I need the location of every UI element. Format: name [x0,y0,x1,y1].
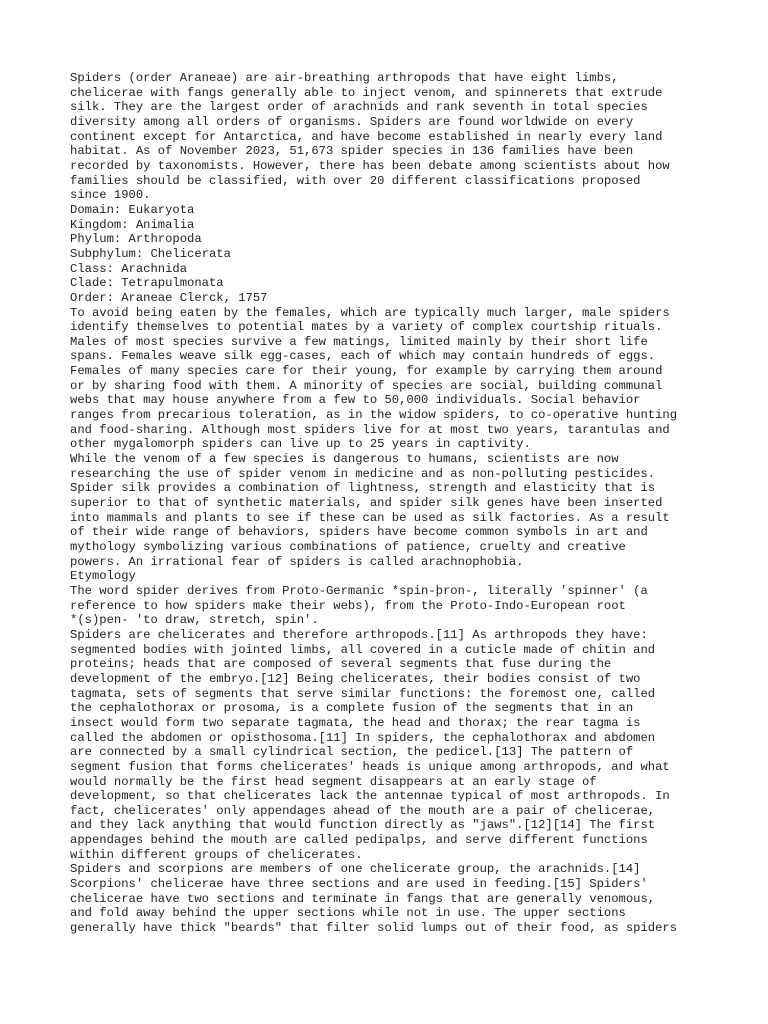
etymology-paragraph: The word spider derives from Proto-Germanic *spin-þron-, literally 'spinner' (a reference to how spiders make their webs), from the Proto-Indo-European root *(s)pen- 'to draw, stretch, spin'. [70,583,648,628]
taxonomy-phylum: Phylum: Arthropoda [70,232,202,247]
etymology-heading: Etymology [70,569,136,584]
behavior-paragraph: To avoid being eaten by the females, which are typically much larger, male spiders identify themselves to potential mates by a variety of complex courtship rituals. Males of most species survive a few matings, limited mainly by their short life spans. Females weave silk egg-cases, each of which may contain hundreds of eggs. Females of many species care for their young, for example by carrying them around or by sharing food with them. A minority of species are social, building communal webs that may house anywhere from a few to 50,000 individuals. Social behavior ranges from precarious toleration, as in the widow spiders, to co-operative hunting and food-sharing. Although most spiders live for at most two years, tarantulas and other mygalomorph spiders can live up to 25 years in captivity. [70,305,678,452]
taxonomy-domain: Domain: Eukaryota [70,202,195,217]
taxonomy-kingdom: Kingdom: Animalia [70,217,195,232]
anatomy-paragraph: Spiders are chelicerates and therefore arthropods.[11] As arthropods they have: segmented bodies with jointed limbs, all covered in a cuticle made of chitin and proteins; heads that are composed of several segments that fuse during the development of the embryo.[12] Being chelicerates, their bodies consist of two tagmata, sets of segments that serve similar functions: the foremost one, called the cephalothorax or prosoma, is a complete fusion of the segments that in an insect would form two separate tagmata, the head and thorax; the rear tagma is called the abdomen or opisthosoma.[11] In spiders, the cephalothorax and abdomen are connected by a small cylindrical section, the pedicel.[13] The pattern of segment fusion that forms chelicerates' heads is unique among arthropods, and what would normally be the first head segment disappears at an early stage of development, so that chelicerates lack the antennae typical of most arthropods. In fact, chelicerates' only appendages ahead of the mouth are a pair of chelicerae, and they lack anything that would function directly as "jaws".[12][14] The first appendages behind the mouth are called pedipalps, and serve different functions within different groups of chelicerates. [70,627,670,862]
taxonomy-list [70,203,730,306]
venom-paragraph: While the venom of a few species is dangerous to humans, scientists are now researching the use of spider venom in medicine and as non-polluting pesticides. Spider silk provides a combination of lightness, strength and elasticity that is superior to that of synthetic materials, and spider silk genes have been inserted into mammals and plants to see if these can be used as silk factories. As a result of their wide range of behaviors, spiders have become common symbols in art and mythology symbolizing various combinations of patience, cruelty and creative powers. An irrational fear of spiders is called arachnophobia. [70,452,670,569]
taxonomy-clade: Clade: Tetrapulmonata [70,276,224,291]
taxonomy-order: Order: Araneae Clerck, 1757 [70,290,268,305]
scorpions-paragraph: Spiders and scorpions are members of one chelicerate group, the arachnids.[14] Scorpions' chelicerae have three sections and are used in feeding.[15] Spiders' chelicerae have two sections and terminate in fangs that are generally venomous, and fold away behind the upper sections while not in use. The upper sections generally have thick "beards" that filter solid lumps out of their food, as spiders [70,862,678,936]
taxonomy-class: Class: Arachnida [70,261,188,276]
taxonomy-subphylum: Subphylum: Chelicerata [70,246,231,261]
document-page [70,71,730,936]
intro-paragraph: Spiders (order Araneae) are air-breathing arthropods that have eight limbs, chelicerae with fangs generally able to inject venom, and spinnerets that extrude silk. They are the largest order of arachnids and rank seventh in total species diversity among all orders of organisms. Spiders are found worldwide on every continent except for Antarctica, and have become established in nearly every land habitat. As of November 2023, 51,673 spider species in 136 families have been recorded by taxonomists. However, there has been debate among scientists about how families should be classified, with over 20 different classifications proposed since 1900. [70,71,670,203]
